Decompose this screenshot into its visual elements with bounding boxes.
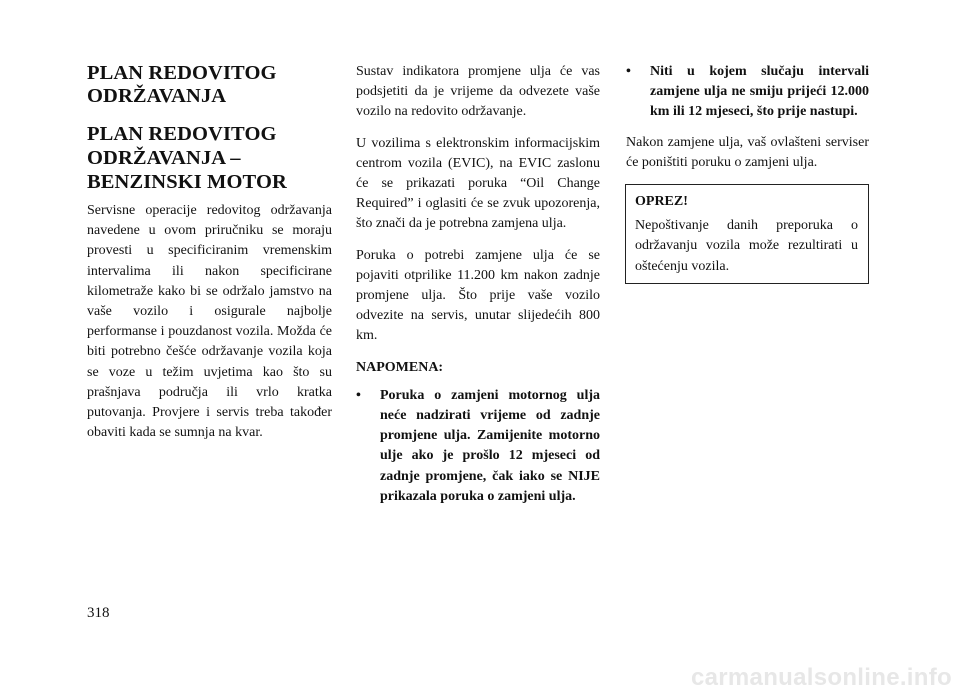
right-column (626, 62, 869, 284)
bullet-text: Niti u kojem slučaju intervali zamjene ulja ne smiju prijeći 12.000 km ili 12 mjeseci, što prije nastupi. (650, 64, 869, 120)
paragraph-oil-message: Poruka o potrebi zamjene ulja će se pojaviti otprilike 11.200 km nakon zadnje promjene ulja. Što prije vaše vozilo odvezite na servis, unutar slijedećih 800 km. (356, 247, 600, 344)
middle-column (356, 62, 600, 517)
bullet-icon: • (356, 387, 361, 403)
note-bullet-list (356, 386, 600, 507)
page-number: 318 (87, 605, 110, 621)
warning-box (625, 184, 869, 284)
list-item (626, 62, 869, 123)
bullet-icon: • (626, 64, 631, 79)
intro-paragraph: Servisne operacije redovitog održavanja navedene u ovom priručniku se moraju provesti u specificiranim vremenskim intervalima ili nakon specificirane kilometraže kako bi se održalo jamstvo na vaše vozilo i osigurale najbolje performanse i pouzdanost vozila. Možda će biti potrebno češće održavanje vozila koja se voze u težim uvjetima kao što su prašnjava područja ili vrlo kratka putovanja. Provjere i servis treba također obaviti kada se sumnja na kvar. (87, 203, 332, 441)
list-item (356, 386, 600, 507)
paragraph-evic: U vozilima s elektronskim informacijskim centrom vozila (EVIC), na EVIC zaslonu će se prikazati poruka “Oil Change Required” i oglasiti će se zvuk upozorenja, što znači da je potrebna zamjena ulja. (356, 135, 600, 232)
paragraph-oil-indicator: Sustav indikatora promjene ulja će vas podsjetiti da je vrijeme da odvezete vaše vozilo na redovito održavanje. (356, 64, 600, 120)
warning-title: OPREZ! (635, 194, 688, 210)
note-label: NAPOMENA: (356, 359, 444, 375)
subsection-heading: PLAN REDOVITOG ODRŽAVANJA – BENZINSKI MOTOR (87, 123, 287, 193)
bullet-text: Poruka o zamjeni motornog ulja neće nadzirati vrijeme od zadnje promjene ulja. Zamijenite motorno ulje ako je prošlo 12 mjeseci od zadnje promjene, čak iako se NIJE prikazala poruka o zamjeni ulja. (380, 387, 600, 504)
section-heading: PLAN REDOVITOG ODRŽAVANJA (87, 62, 277, 107)
warning-text: Nepoštivanje danih preporuka o održavanju vozila može rezultirati u oštećenju vozila. (635, 218, 858, 274)
left-column (87, 62, 332, 454)
interval-bullet-list (626, 62, 869, 123)
paragraph-reset-message: Nakon zamjene ulja, vaš ovlašteni serviser će poništiti poruku o zamjeni ulja. (626, 134, 869, 170)
watermark: carmanualsonline.info (690, 664, 952, 691)
